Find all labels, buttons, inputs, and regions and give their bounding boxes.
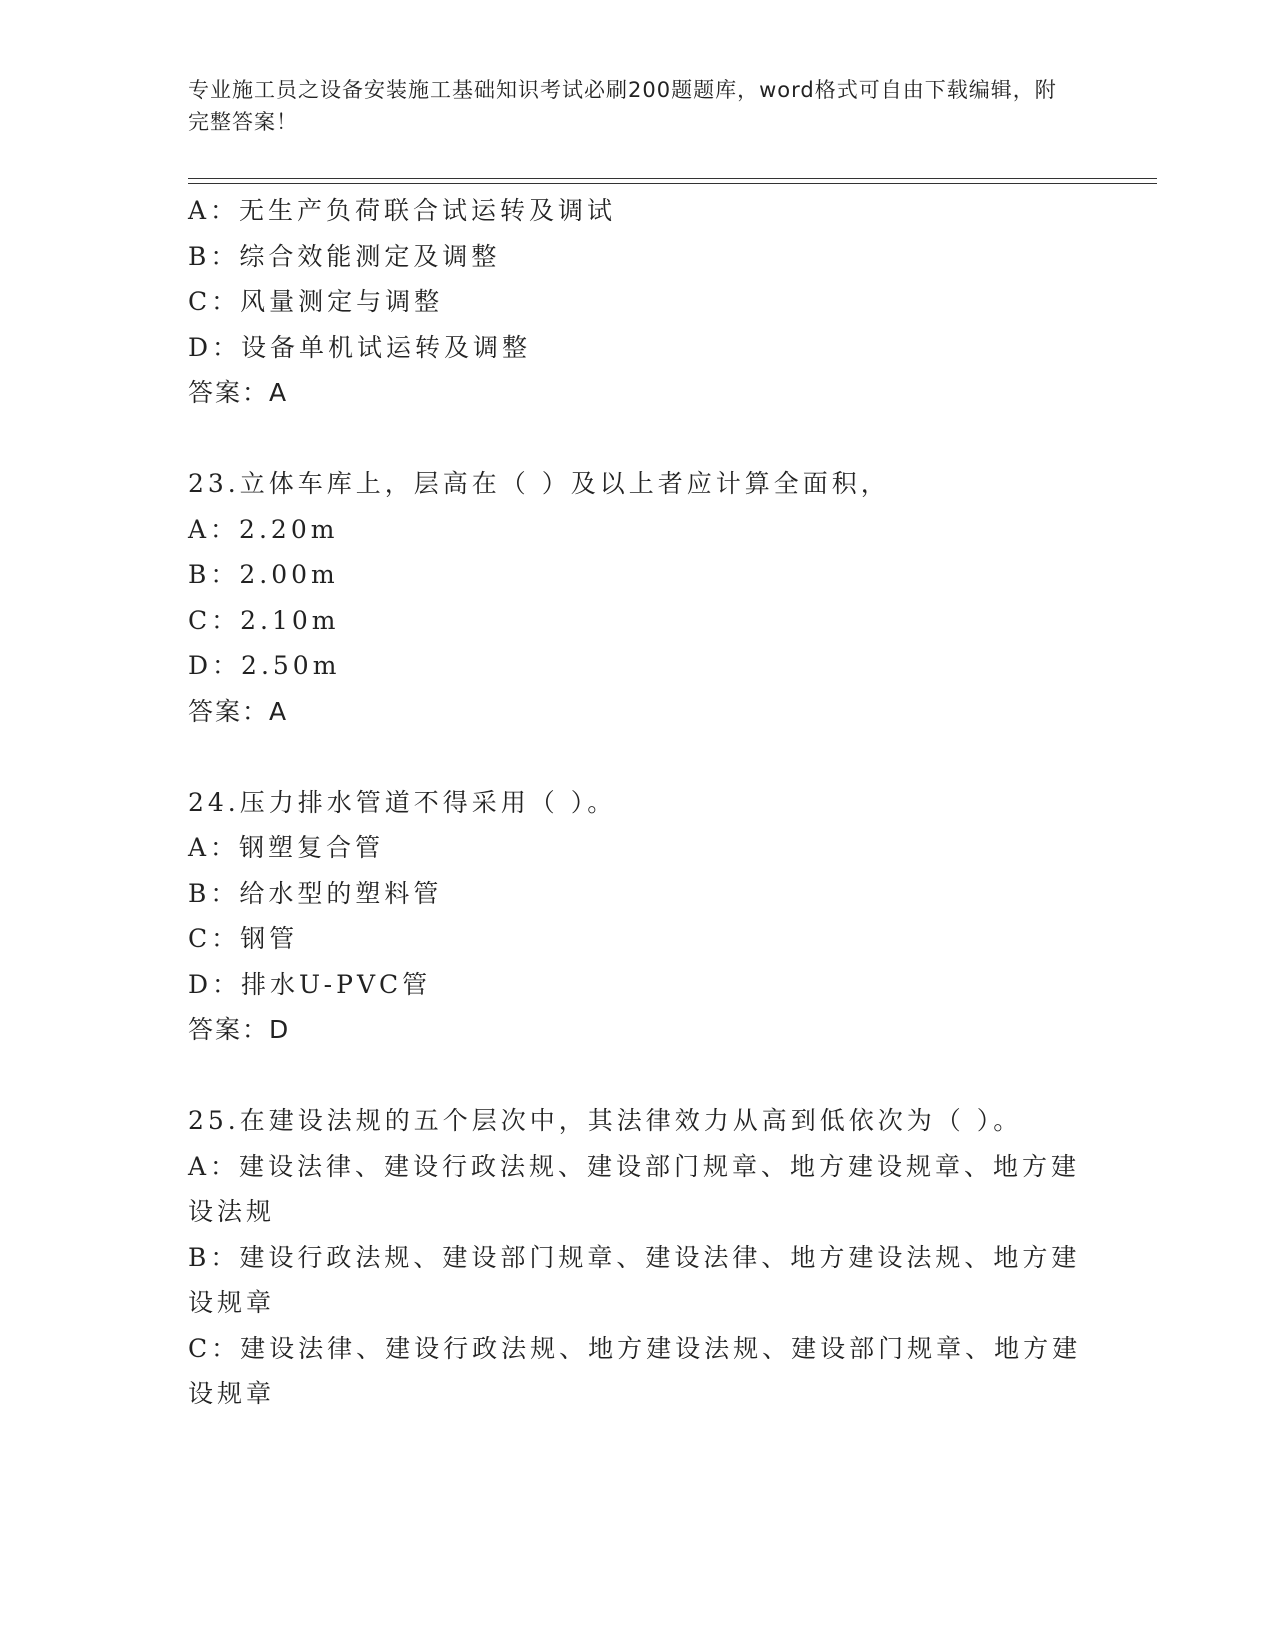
option-a: A：钢塑复合管: [188, 833, 385, 862]
option-c: C：2.10m: [188, 605, 340, 635]
answer-line: 答案：A: [188, 696, 289, 726]
answer-line: 答案：A: [188, 378, 289, 407]
question-23-block: [188, 461, 1088, 734]
document-header: 专业施工员之设备安装施工基础知识考试必刷200题题库，word格式可自由下载编辑，附完整答案！: [188, 78, 1057, 134]
option-d: D：设备单机试运转及调整: [188, 332, 532, 362]
option-d: D：排水U-PVC管: [188, 969, 432, 999]
header-divider-bottom: [188, 183, 1157, 184]
header-divider-top: [188, 178, 1157, 179]
question-text: 23.立体车库上，层高在（ ）及以上者应计算全面积，: [188, 469, 890, 498]
question-text: 24.压力排水管道不得采用（ ）。: [188, 787, 617, 817]
option-b: B：给水型的塑料管: [188, 878, 443, 908]
option-b: B：综合效能测定及调整: [188, 241, 501, 271]
option-b: B：2.00m: [188, 560, 339, 589]
option-a: A：建设法律、建设行政法规、建设部门规章、地方建设规章、地方建设法规: [188, 1151, 1081, 1226]
question-25-block: [188, 1098, 1088, 1417]
question-22-block: [188, 188, 1088, 416]
question-content: [188, 188, 1088, 1417]
question-24-block: [188, 780, 1088, 1053]
option-a: A：2.20m: [188, 514, 339, 544]
option-c: C：风量测定与调整: [188, 287, 444, 316]
option-b: B：建设行政法规、建设部门规章、建设法律、地方建设法规、地方建设规章: [188, 1242, 1081, 1317]
option-c: C：钢管: [188, 924, 299, 953]
option-a: A：无生产负荷联合试运转及调试: [188, 196, 617, 225]
answer-line: 答案：D: [188, 1015, 291, 1044]
question-text: 25.在建设法规的五个层次中，其法律效力从高到低依次为（ ）。: [188, 1106, 1023, 1135]
option-c: C：建设法律、建设行政法规、地方建设法规、建设部门规章、地方建设规章: [188, 1333, 1082, 1408]
option-d: D：2.50m: [188, 651, 341, 680]
